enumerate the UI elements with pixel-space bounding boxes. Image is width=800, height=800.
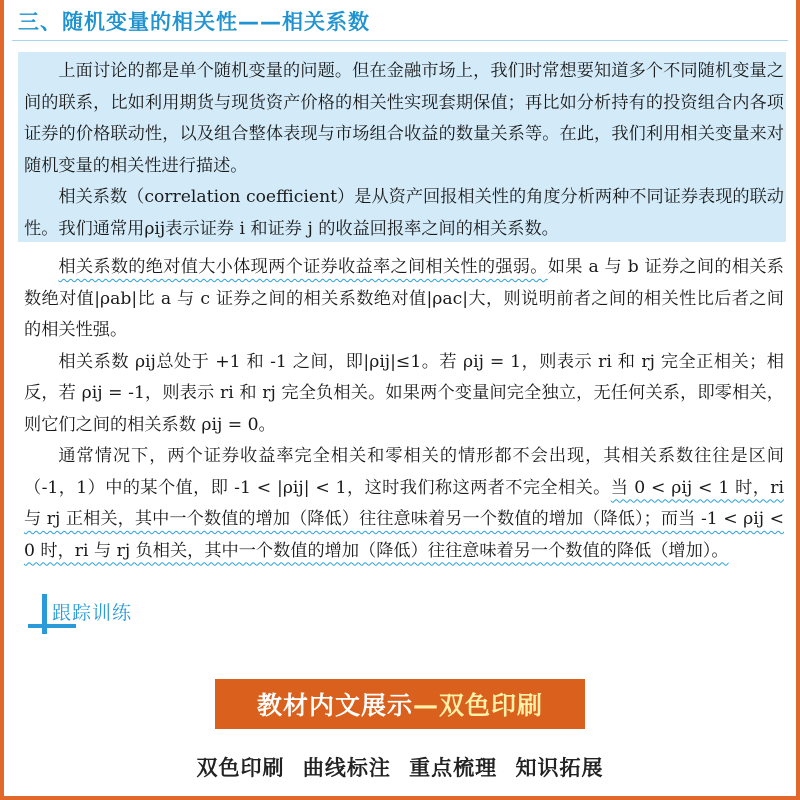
paragraph-strength <box>24 252 784 347</box>
banner-accent-text: —双色印刷 <box>413 691 544 720</box>
body-text <box>24 252 784 567</box>
paragraph-intro: 上面讨论的都是单个随机变量的问题。但在金融市场上，我们时常想要知道多个不同随机变量之间的联系，比如利用期货与现货资产价格的相关性实现套期保值；再比如分析持有的投资组合内各项证券的价格联动性，以及组合整体表现与市场组合收益的数量关系等。在此，我们利用相关变量来对随机变量的相关性进行描述。 <box>24 61 784 176</box>
feature-list <box>0 752 800 782</box>
wavy-underline-strength: 相关系数的绝对值大小体现两个证券收益率之间相关性的强弱。 <box>58 257 548 277</box>
paragraph-imperfect-plain: 通常情况下，两个证券收益率完全相关和零相关的情形都不会出现，其相关系数往往是区间（-1，1）中的某个值，即 -1 < |ρij| < 1，这时我们称这两者不完全相关。 <box>24 446 784 498</box>
feature-item: 双色印刷 <box>196 756 285 780</box>
promo-banner <box>215 679 585 729</box>
paragraph-range: 相关系数 ρij总处于 +1 和 -1 之间，即|ρij|≤1。若 ρij = 1，则表示 ri 和 rj 完全正相关；相反，若 ρij = -1，则表示 ri 和 rj 完全负相关。如果两个变量间完全独立，无任何关系，即零相关，则它们之间的相关系数 ρij = 0。 <box>24 351 784 435</box>
feature-item: 知识拓展 <box>515 756 604 780</box>
feature-item: 曲线标注 <box>302 756 391 780</box>
tracking-label: 跟踪训练 <box>52 602 133 624</box>
highlight-text <box>24 56 784 245</box>
banner-main-text: 教材内文展示 <box>256 691 413 720</box>
tracking-marker-icon <box>42 594 47 634</box>
heading-divider <box>12 40 788 41</box>
textbook-page <box>4 0 796 647</box>
section-heading: 三、随机变量的相关性——相关系数 <box>18 10 370 34</box>
feature-item: 重点梳理 <box>409 756 498 780</box>
paragraph-definition: 相关系数（correlation coefficient）是从资产回报相关性的角度分析两种不同证券表现的联动性。我们通常用ρij表示证券 i 和证券 j 的收益回报率之间的相关系数。 <box>24 187 784 239</box>
paragraph-imperfect <box>24 441 784 567</box>
wavy-underline-sign: 当 0 < ρij < 1 时，ri 与 rj 正相关，其中一个数值的增加（降低）往往意味着另一个数值的增加（降低）；而当 -1 < ρij < 0 时，ri 与 rj 负相关，其中一个数值的增加（降低）往往意味着另一个数值的降低（增加）。 <box>24 477 784 561</box>
tracking-exercise-header <box>28 594 208 634</box>
paragraph-strength-rest: 如果 a 与 b 证券之间的相关系数绝对值|ρab|比 a 与 c 证券之间的相关系数绝对值|ρac|大，则说明前者之间的相关性比后者之间的相关性强。 <box>24 257 784 340</box>
